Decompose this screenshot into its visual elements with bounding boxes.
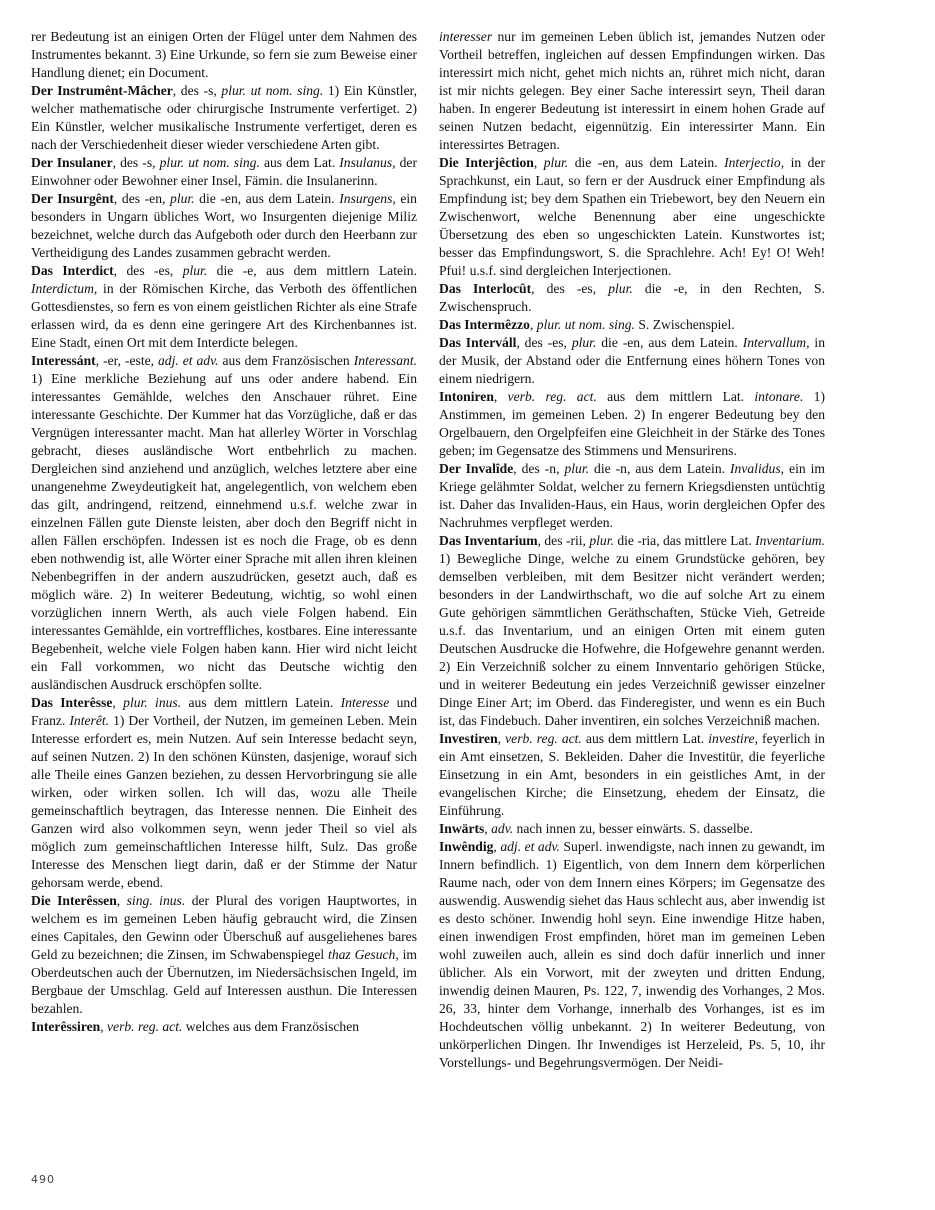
entry-grammar-note: plur. ut nom. sing. xyxy=(159,155,260,170)
dictionary-entry xyxy=(439,280,825,316)
entry-grammar-note: Interêt. xyxy=(69,713,110,728)
entry-text: die -ria, das mittlere Lat. xyxy=(613,533,756,548)
entry-headword: Interessánt xyxy=(31,353,96,368)
entry-grammar-note: Intervallum, xyxy=(742,335,810,350)
entry-grammar-note: plur. xyxy=(608,281,633,296)
entry-text: und Franz. xyxy=(31,695,417,728)
entry-text: aus dem Lat. xyxy=(259,155,340,170)
entry-grammar-note: Insurgens, xyxy=(339,191,396,206)
dictionary-entry xyxy=(439,334,825,388)
dictionary-entry xyxy=(31,154,417,190)
dictionary-entry xyxy=(31,352,417,694)
entry-text: , xyxy=(484,821,492,836)
entry-headword: Interêssiren xyxy=(31,1019,101,1034)
entry-text: S. Zwischenspiel. xyxy=(634,317,735,332)
entry-text: , xyxy=(116,893,127,908)
entry-headword: Die Interêssen xyxy=(31,893,117,908)
entry-text: , xyxy=(493,389,508,404)
entry-text: 1) Ein Künstler, welcher mathematische oder chirurgische Instrumente verfertiget. 2) Ein Künstler, welcher musikalische Instrumente verfertiget, deren es nach der Verschiedenheit dieser wieder verschiedene Arten gibt. xyxy=(31,83,417,152)
dictionary-entry xyxy=(439,154,825,280)
entry-text: der Plural des vorigen Hauptwortes, in welchem es im gemeinen Leben häufig gebraucht wird, die Zinsen eines Capitales, den Gewinn oder Überschuß auf ausgeliehenes bares Geld zu bezeichnen; die Zinsen, im Schwabenspiegel xyxy=(31,893,417,962)
entry-text: feyerlich in ein Amt einsetzen, S. Bekleiden. Daher die Investitür, die feyerliche Einsetzung in ein Amt, besonders in ein geistliches Amt, in der evangelischen Kirche; die Einsetzung, ehedem der Einsatz, die Einführung. xyxy=(439,731,825,818)
entry-headword: Das Interêsse xyxy=(31,695,113,710)
entry-text: aus dem mittlern Lat. xyxy=(596,389,755,404)
entry-grammar-note: plur. xyxy=(543,155,569,170)
entry-headword: Das Interlocût xyxy=(439,281,532,296)
entry-text: ein besonders in Ungarn übliches Wort, wo Insurgenten diejenige Miliz bezeichnet, welche durch das Aufgeboth oder durch den Heerbann zur Vertheidigung des Landes zusammen gebracht werden. xyxy=(31,191,417,260)
entry-text: ein im Kriege gelähmter Soldat, welcher zu fernern Kriegsdiensten untüchtig ist. Daher das Invaliden-Haus, ein Haus, worin dergleichen Opfer des Nachruhmes verpfleget werden. xyxy=(439,461,825,530)
entry-text: 1) Der Vortheil, der Nutzen, im gemeinen Leben. Mein Interesse erfordert es, mein Nutzen. Auf sein Interesse bedacht seyn, auf seinen Nutzen. 2) In den schönen Künsten, dasjenige, worauf sich alle Theile eines Ganzen beziehen, zu dessen Hervorbringung sie alle wirken, oder wirken sollen. Ich will das, wozu alle Theile gemeinschaftlich beytragen, das Interesse nennen. Die Einheit des Ganzen wird also volkommen seyn, wenn jeder Theil so viel als möglich zum gemeinschaftlichen Interesse hilft, Sulz. Das große Interesse des Menschen liegt darin, daß er der Stimme der Natur gehorsam werde, ebend. xyxy=(31,713,418,890)
entry-grammar-note: intonare. xyxy=(754,389,804,404)
entry-grammar-note: Interjectio, xyxy=(724,155,785,170)
entry-text: in der Musik, der Abstand oder die Entfernung eines höhern Tones von einem niedrigern. xyxy=(439,335,825,386)
entry-text: im Oberdeutschen auch der Übernutzen, im Niedersächsischen Ingeld, im Bergbaue der Umschlag. Geld auf Interessen austhun. Die Interessen bezahlen. xyxy=(31,947,417,1016)
entry-grammar-note: plur. ut nom. sing. xyxy=(536,317,635,332)
entry-text: , des -n, xyxy=(513,461,565,476)
left-column xyxy=(31,28,417,1036)
entry-headword: Die Interjêction xyxy=(439,155,534,170)
entry-headword: Intoniren xyxy=(439,389,494,404)
entry-headword: Der Insulaner xyxy=(31,155,113,170)
entry-headword: Inwärts xyxy=(439,821,485,836)
entry-grammar-note: plur. ut nom. sing. xyxy=(221,83,324,98)
entry-text: 1) Eine merkliche Beziehung auf uns oder andere habend. Ein interessantes Gemählde, welches den Anschauer rühret. Eine interessante Geschichte. Der Kummer hat das Vorzügliche, daß er das Vergnügen interessanter macht. Man hat allerley Wörter in Vorschlag gebracht, dieses ausländische Wort entbehrlich zu machen. Dergleichen sind anziehend und anzüglich, welches letztere aber eine unangenehme Zweydeutigkeit hat, angelegentlich, von welchem eben das gilt, andringend, reitzend, einnehmend u.s.f. welche zwar in einzelnen Fällen gute Dienste leisten, aber doch den Begriff nicht in allen Fällen erschöpfen. Indessen ist es noch die Frage, ob es denn eben nothwendig ist, alle Wörter einer Sprache mit allen ihren kleinen Nebenbegriffen in der andern auszudrücken, gesetzt auch, daß es möglich wäre. 2) In weiterer Bedeutung, wichtig, so wohl einen vorzüglichen innern Werth, als auch viele Folgen habend. Ein interessantes Gemählde, ein vortreffliches, kostbares. Eine interessante Begebenheit, welche viele Folgen haben kann. Hier wird nicht leicht ein Fall vorkommen, wo nicht das Deutsche wichtig den ausländischen Ausdruck erschöpfen sollte. xyxy=(31,371,417,692)
entry-grammar-note: Interessant. xyxy=(353,353,417,368)
entry-text: aus dem Französischen xyxy=(218,353,354,368)
dictionary-entry xyxy=(439,388,825,460)
dictionary-entry xyxy=(31,1018,417,1036)
right-column xyxy=(439,28,825,1072)
entry-text: , des -es, xyxy=(531,281,609,296)
dictionary-entry xyxy=(31,190,417,262)
entry-text: Superl. inwendigste, nach innen zu gewandt, im Innern befindlich. 1) Eigentlich, von dem Innern dem körperlichen Raume nach, oder von dem Innern eines Körpers; im Gegensatze des auswendig. Auswendig siehet das Haus schlecht aus, aber inwendig ist es desto schöner. Inwendig hohl seyn. Eine inwendige Hitze haben, einen inwendigen Frost empfinden, höret man im gemeinen Leben wohl zuweilen auch, allein es sind doch dafür innerlich und inner üblicher. Als ein Vorwort, mit der zweyten und dritten Endung, inwendig deinen Mauren, Ps. 122, 7, inwendig des Vorhanges, 2 Mos. 26, 33, hinter dem Vorhange, innerhalb des Vorhanges, ist es im Hochdeutschen völlig unbekannt. 2) In weiterer Bedeutung, von unkörperlichen Dingen. Ihr Inwendiges ist Herzeleid, Ps. 5, 10, ihr Vorstellungs- und Begehrungsvermögen. Der Neidi- xyxy=(439,839,826,1070)
entry-text: , des -en, xyxy=(113,191,171,206)
entry-grammar-note: interesser xyxy=(439,29,493,44)
dictionary-entry xyxy=(31,892,417,1018)
entry-text: nur im gemeinen Leben üblich ist, jemandes Nutzen oder Vortheil betreffen, ingleichen auf dessen Empfindungen wirken. Das interessirt mich nicht, gehet mich nichts an, rühret mich nicht, daran ist mir nichts gelegen. Bey einer Sache interessirt seyn, Theil daran haben. In engerer Bedeutung ist interessirt in einem hohen Grade auf seinen Nutzen bedacht, eigennützig. Ein interessirter Mann. Ein interessirtes Betragen. xyxy=(439,29,825,152)
entry-text: , -er, -este, xyxy=(95,353,158,368)
dictionary-entry xyxy=(31,262,417,352)
dictionary-entry xyxy=(439,532,825,730)
entry-text: , xyxy=(100,1019,108,1034)
entry-text: die -e, in den Rechten, S. Zwischenspruch. xyxy=(439,281,825,314)
dictionary-entry xyxy=(439,460,825,532)
dictionary-entry xyxy=(31,694,417,892)
entry-headword: Der Insurgênt xyxy=(31,191,114,206)
dictionary-entry xyxy=(31,82,417,154)
entry-grammar-note: adj. et adv. xyxy=(500,839,560,854)
entry-headword: Investiren xyxy=(439,731,498,746)
entry-text: , xyxy=(533,155,544,170)
entry-text: aus dem mittlern Latein. xyxy=(181,695,341,710)
entry-headword: Der Instrumênt-Mâcher xyxy=(31,83,173,98)
entry-headword: Der Invalîde xyxy=(439,461,514,476)
entry-grammar-note: verb. reg. act. xyxy=(507,389,597,404)
entry-grammar-note: Interdictum, xyxy=(31,281,98,296)
entry-text: , des -es, xyxy=(516,335,572,350)
entry-text: die -n, aus dem Latein. xyxy=(589,461,731,476)
entry-grammar-note: plur. xyxy=(170,191,195,206)
entry-text: aus dem mittlern Lat. xyxy=(581,731,709,746)
entry-grammar-note: verb. reg. act. xyxy=(505,731,582,746)
entry-grammar-note: thaz Gesuch, xyxy=(328,947,399,962)
entry-text: , xyxy=(112,695,124,710)
entry-headword: Inwêndig xyxy=(439,839,494,854)
entry-grammar-note: Insulanus, xyxy=(339,155,396,170)
entry-grammar-note: plur. xyxy=(182,263,208,278)
entry-text: der Einwohner oder Bewohner einer Insel, Fämin. die Insulanerinn. xyxy=(31,155,417,188)
entry-text: , des -es, xyxy=(113,263,183,278)
entry-headword: Das Interdict xyxy=(31,263,114,278)
entry-grammar-note: plur. xyxy=(589,533,614,548)
entry-headword: Das Intermêzzo xyxy=(439,317,530,332)
entry-grammar-note: Inventarium. xyxy=(755,533,825,548)
entry-text: in der Sprachkunst, ein Laut, so fern er der Ausdruck einer Empfindung als Empfindung ist; bey dem Spathen ein Triebewort, bey den Neuern ein Zwischenwort, welche Benennung aber eine ungeschickte Übersetzung des eben so ungeschickten Latein. Kunstwortes ist; besser das Empfindungswort, S. die Sprachlehre. Ach! Ey! O! Weh! Pfui! u.s.f. sind dergleichen Interjectionen. xyxy=(439,155,825,278)
dictionary-entry xyxy=(439,316,825,334)
entry-grammar-note: plur. inus. xyxy=(123,695,182,710)
entry-grammar-note: adj. et adv. xyxy=(158,353,219,368)
dictionary-entry xyxy=(439,730,825,820)
entry-text: die -en, aus dem Latein. xyxy=(568,155,725,170)
entry-text: rer Bedeutung ist an einigen Orten der Flügel unter dem Nahmen des Instrumentes bekannt. 3) Eine Urkunde, so fern sie zum Beweise einer Handlung dienet; ein Document. xyxy=(31,29,417,80)
page-number: 490 xyxy=(31,1173,55,1186)
entry-grammar-note: verb. reg. act. xyxy=(107,1019,183,1034)
entry-text: nach innen zu, besser einwärts. S. dasselbe. xyxy=(513,821,753,836)
entry-grammar-note: adv. xyxy=(491,821,514,836)
dictionary-entry xyxy=(439,28,825,154)
entry-headword: Das Inventarium xyxy=(439,533,538,548)
entry-text: 1) Bewegliche Dinge, welche zu einem Grundstücke gehören, bey demselben verbleiben, mit dem Besitzer nicht verändert werden; besonders in der Landwirthschaft, wo die auf solche Art zu einem Gute gehörigen sämmtlichen Geräthschaften, Stücke Vieh, Getreide u.s.f. das Inventarium, und an einigen Orten mit einem guten Deutschen Ausdrucke die Hofwehre, die Hofgewehre genannt werden. 2) Ein Verzeichniß solcher zu einem Innventario gehörigen Stücke, und in weiterer Bedeutung ein jedes Verzeichniß gewisser einzelner Dinge Einer Art; im Oberd. das Finderegister, und wenn es ein Buch ist, das Findebuch. Daher inventiren, ein solches Verzeichniß machen. xyxy=(439,551,825,728)
entry-grammar-note: Invalidus, xyxy=(730,461,785,476)
entry-text: , xyxy=(493,839,501,854)
entry-text: , des -s, xyxy=(112,155,160,170)
entry-text: , des -rii, xyxy=(537,533,590,548)
entry-grammar-note: sing. inus. xyxy=(126,893,186,908)
dictionary-entry xyxy=(31,28,417,82)
entry-grammar-note: plur. xyxy=(571,335,597,350)
entry-grammar-note: Interesse xyxy=(340,695,390,710)
entry-text: in der Römischen Kirche, das Verboth des öffentlichen Gottesdienstes, so fern es von einem geistlichen Richter als eine Strafe erlassen wird, da es denn eine geringere Art des Kirchenbannes ist. Eine Stadt, einen Ort mit dem Interdicte belegen. xyxy=(31,281,417,350)
entry-text: die -en, aus dem Latein. xyxy=(596,335,743,350)
entry-text: , xyxy=(497,731,506,746)
entry-text: die -en, aus dem Latein. xyxy=(194,191,340,206)
entry-headword: Das Interváll xyxy=(439,335,517,350)
entry-text: , des -s, xyxy=(172,83,222,98)
entry-text: welches aus dem Französischen xyxy=(182,1019,360,1034)
dictionary-entry xyxy=(439,820,825,838)
entry-grammar-note: plur. xyxy=(564,461,590,476)
entry-grammar-note: investire, xyxy=(708,731,758,746)
entry-text: die -e, aus dem mittlern Latein. xyxy=(207,263,417,278)
entry-text: 1) Anstimmen, im gemeinen Leben. 2) In engerer Bedeutung bey den Orgelbauern, den Orgelpfeifen eine Gleichheit in der Stärke des Tones geben; im Gegensatze des Stimmens und Mensurirens. xyxy=(439,389,825,458)
entry-text: , xyxy=(529,317,537,332)
dictionary-entry xyxy=(439,838,825,1072)
